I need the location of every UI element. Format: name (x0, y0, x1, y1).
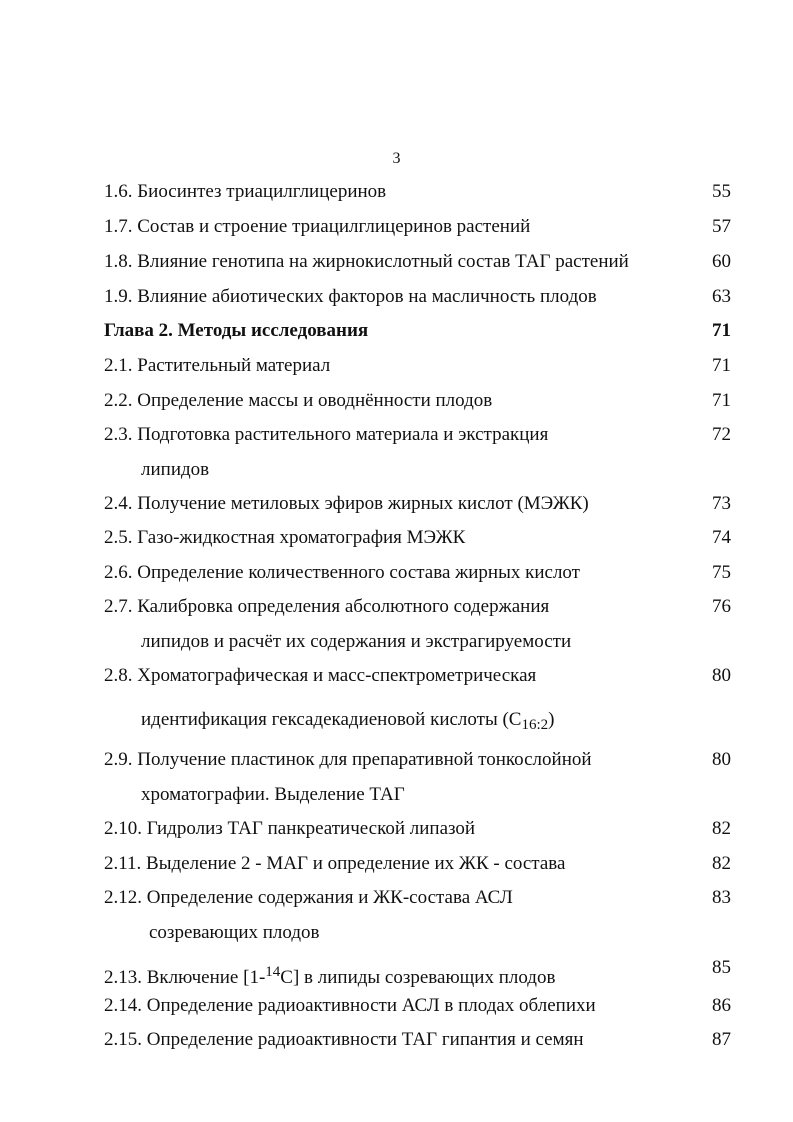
toc-entry-2-6: 2.6. Определение количественного состава жирных кислот (104, 562, 580, 583)
toc-entry-2-9: 2.9. Получение пластинок для препаративной тонкослойной (104, 749, 592, 770)
toc-entry-2-10: 2.10. Гидролиз ТАГ панкреатической липазой (104, 818, 476, 839)
toc-page-1-6: 55 (712, 181, 731, 202)
toc-entry-2-12-continuation: созревающих плодов (149, 922, 320, 943)
toc-entry-2-12: 2.12. Определение содержания и ЖК-состава АСЛ (104, 887, 513, 908)
toc-page-chapter-2: 71 (712, 320, 731, 341)
toc-entry-2-14: 2.14. Определение радиоактивности АСЛ в плодах облепихи (104, 995, 596, 1016)
toc-page-2-2: 71 (712, 390, 731, 411)
toc-entry-2-15: 2.15. Определение радиоактивности ТАГ гипантия и семян (104, 1029, 584, 1050)
toc-entry-2-9-continuation: хроматографии. Выделение ТАГ (141, 784, 405, 805)
toc-entry-2-13-prefix: 2.13. Включение [1- (104, 967, 266, 988)
toc-page-2-9: 80 (712, 749, 731, 770)
toc-page-2-5: 74 (712, 527, 731, 548)
toc-entry-2-8-subscript: 16:2 (521, 717, 549, 733)
toc-page-2-15: 87 (712, 1029, 731, 1050)
toc-entry-2-1: 2.1. Растительный материал (104, 355, 331, 376)
toc-page-2-7: 76 (712, 596, 731, 617)
toc-page-2-8: 80 (712, 665, 731, 686)
toc-page-2-6: 75 (712, 562, 731, 583)
toc-entry-2-5: 2.5. Газо-жидкостная хроматография МЭЖК (104, 527, 466, 548)
toc-entry-2-8-cont-text: идентификация гексадекадиеновой кислоты (С (141, 709, 522, 730)
toc-page-1-8: 60 (712, 251, 731, 272)
toc-page-2-4: 73 (712, 493, 731, 514)
toc-chapter-2-heading: Глава 2. Методы исследования (104, 320, 369, 341)
toc-entry-2-3-continuation: липидов (141, 459, 210, 480)
toc-entry-2-11: 2.11. Выделение 2 - МАГ и определение их ЖК - состава (104, 853, 566, 874)
toc-entry-1-6: 1.6. Биосинтез триацилглицеринов (104, 181, 387, 202)
toc-entry-2-7-continuation: липидов и расчёт их содержания и экстрагируемости (141, 631, 572, 652)
toc-entry-2-13-suffix: С] в липиды созревающих плодов (280, 967, 556, 988)
toc-page-2-14: 86 (712, 995, 731, 1016)
toc-entry-2-8: 2.8. Хроматографическая и масс-спектрометрическая (104, 665, 537, 686)
toc-page-2-1: 71 (712, 355, 731, 376)
toc-page-2-3: 72 (712, 424, 731, 445)
toc-page-2-11: 82 (712, 853, 731, 874)
toc-page-1-7: 57 (712, 216, 731, 237)
toc-page-2-13: 85 (712, 957, 731, 978)
toc-entry-2-8-cont-suffix: ) (548, 709, 555, 730)
toc-entry-2-7: 2.7. Калибровка определения абсолютного содержания (104, 596, 550, 617)
toc-page-1-9: 63 (712, 286, 731, 307)
toc-page-2-12: 83 (712, 887, 731, 908)
toc-entry-2-8-continuation (141, 708, 554, 737)
toc-entry-1-7: 1.7. Состав и строение триацилглицеринов растений (104, 216, 531, 237)
toc-entry-2-13 (104, 960, 555, 990)
toc-entry-1-8: 1.8. Влияние генотипа на жирнокислотный состав ТАГ растений (104, 251, 629, 272)
toc-entry-2-3: 2.3. Подготовка растительного материала и экстракция (104, 424, 549, 445)
toc-entry-1-9: 1.9. Влияние абиотических факторов на масличность плодов (104, 286, 597, 307)
toc-entry-2-4: 2.4. Получение метиловых эфиров жирных кислот (МЭЖК) (104, 493, 589, 514)
page-number: 3 (392, 150, 401, 167)
toc-entry-2-2: 2.2. Определение массы и оводнённости плодов (104, 390, 493, 411)
toc-entry-2-13-superscript: 14 (265, 964, 281, 980)
toc-page-2-10: 82 (712, 818, 731, 839)
